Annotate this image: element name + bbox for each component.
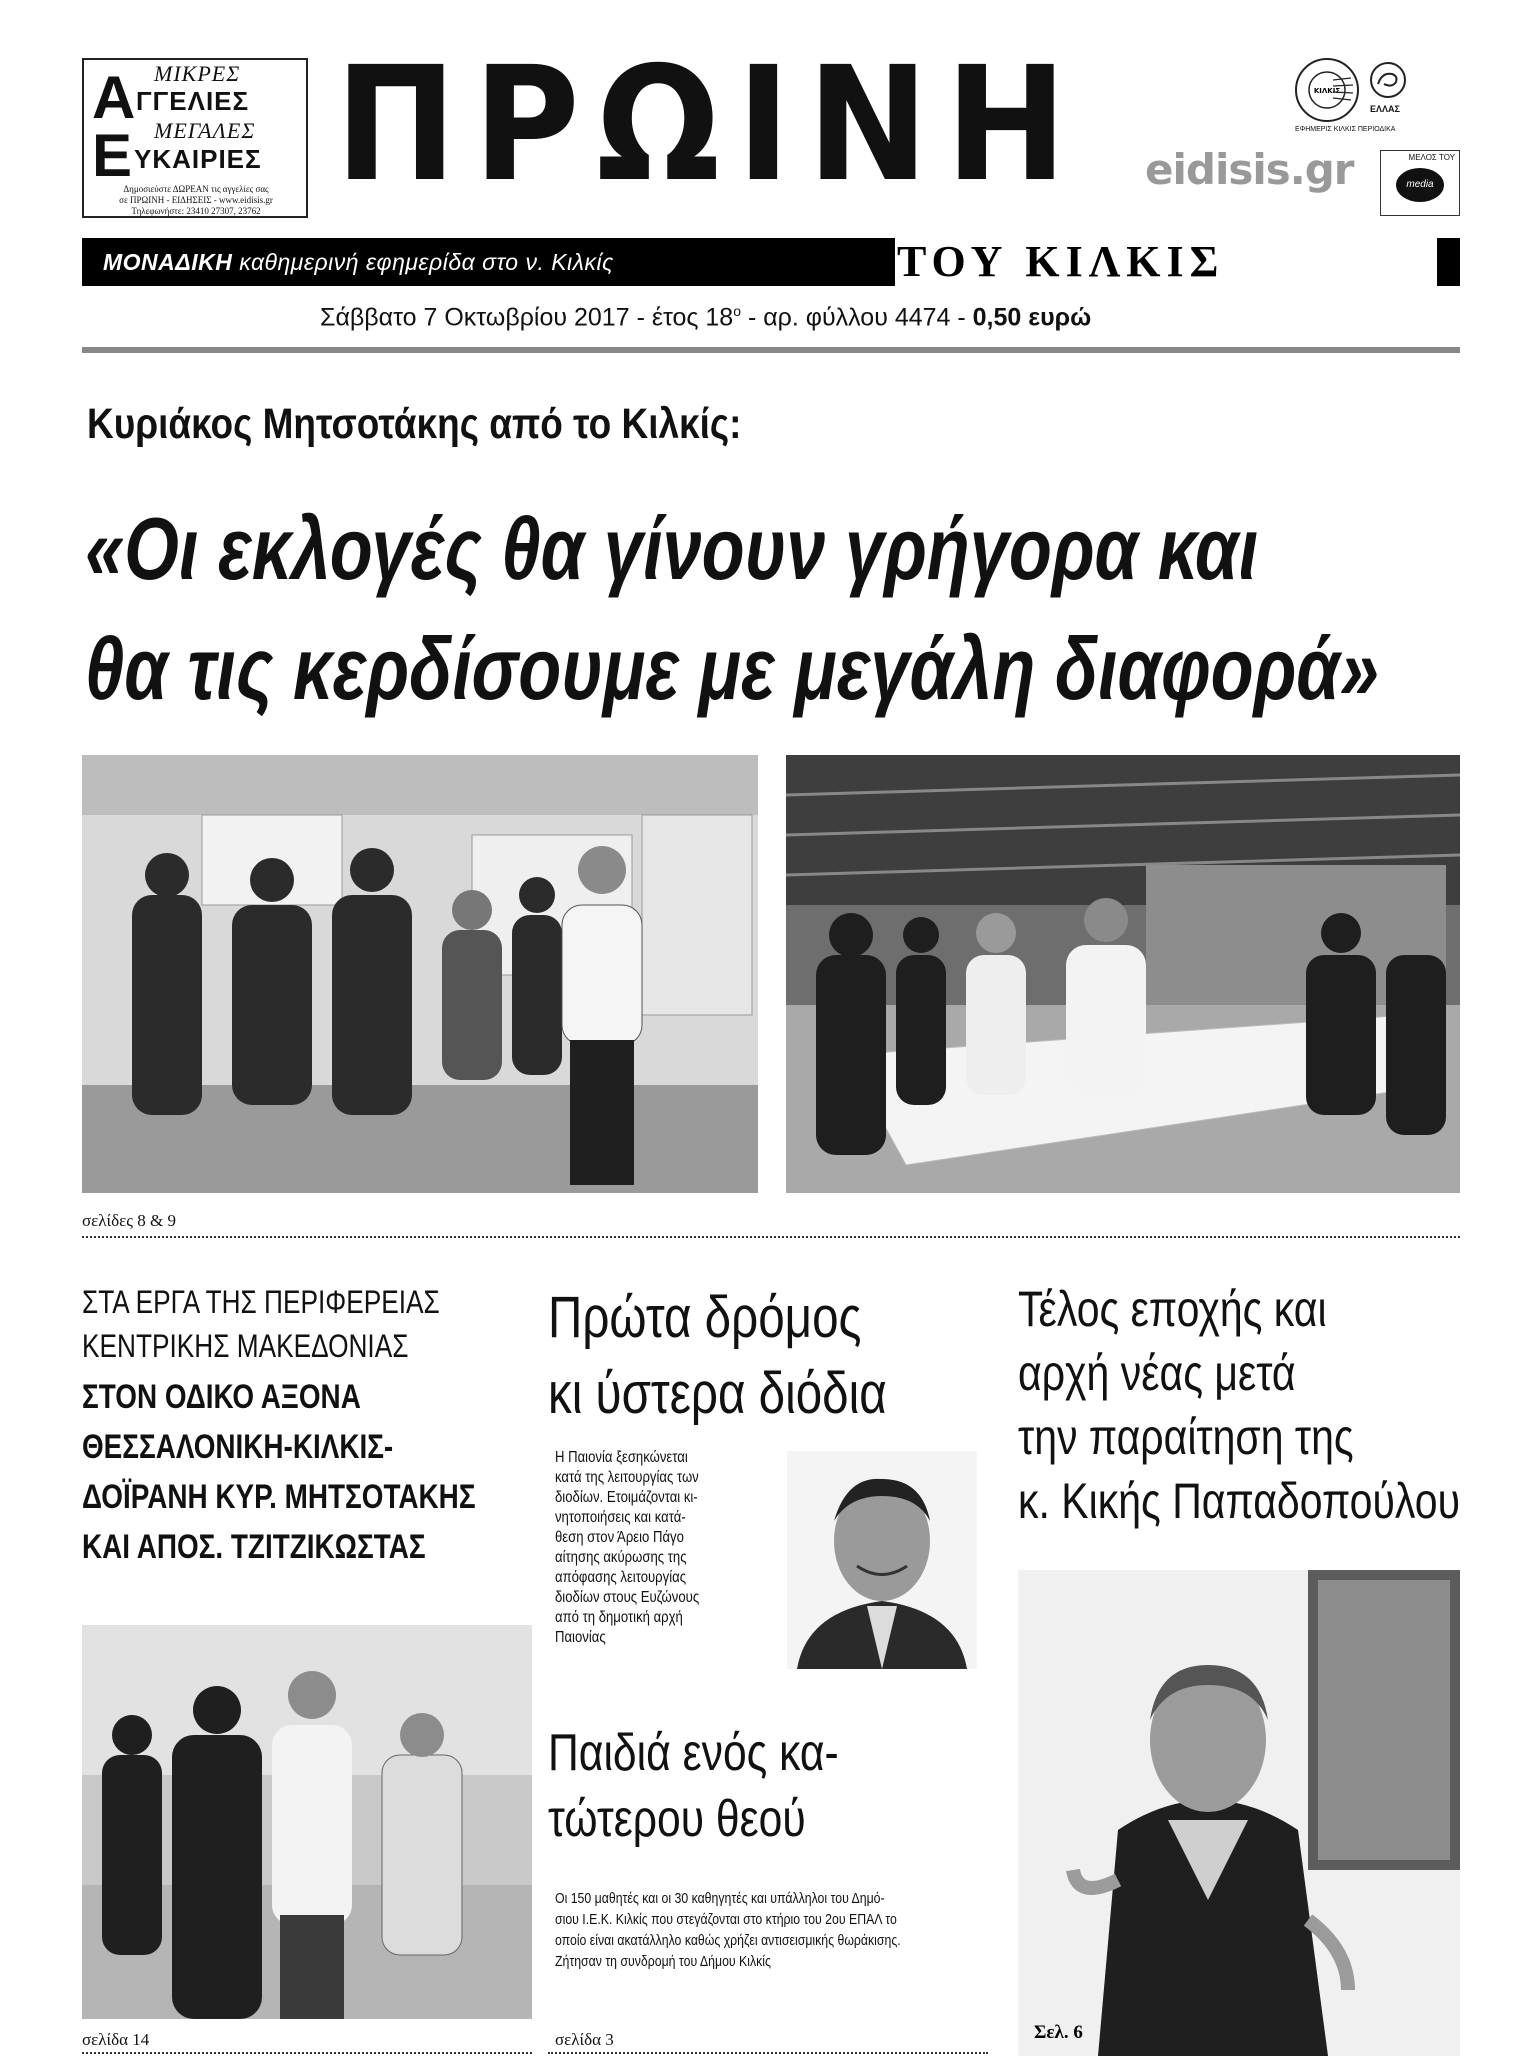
masthead-title: ΠΡΩΙΝΗ <box>335 33 1084 217</box>
col1-bold4: ΚΑΙ ΑΠΟΣ. ΤΖΙΤΖΙΚΩΣΤΑΣ <box>82 1528 426 1566</box>
tagline-bold: ΜΟΝΑΔΙΚΗ <box>103 249 233 275</box>
ads-cap-a: Α <box>92 64 136 131</box>
col1-bold1: ΣΤΟΝ ΟΔΙΚΟ ΑΞΟΝΑ <box>82 1378 361 1416</box>
ads-fine-2: σε ΠΡΩΙΝΗ - ΕΙΔΗΣΕΙΣ - www.eidisis.gr <box>119 195 273 205</box>
col2-headline2-line1: Παιδιά ενός κα- <box>548 1724 839 1782</box>
col2-rule <box>548 2052 988 2054</box>
photo-road-visit <box>82 1625 532 2019</box>
col2-body1-1: κατά της λειτουργίας των <box>555 1469 699 1486</box>
col2-page: σελίδα 3 <box>555 2030 614 2049</box>
photo-portrait-woman <box>1018 1570 1460 2056</box>
col2-body1-2: διοδίων. Ετοιμάζονται κι- <box>555 1489 698 1506</box>
col2-body2-0: Οι 150 μαθητές και οι 30 καθηγητές και υπάλληλοι του Δημό- <box>555 1890 885 1907</box>
newspaper-seal-icon <box>1295 58 1359 122</box>
col2-body1-8: από τη δημοτική αρχή <box>555 1609 683 1626</box>
member-badge <box>1380 150 1460 216</box>
ads-small-1: ΜΙΚΡΕΣ <box>154 61 241 86</box>
masthead-subtitle: ΤΟΥ ΚΙΛΚΙΣ <box>895 238 1437 286</box>
col2-headline1-line2: κι ύστερα διόδια <box>548 1361 887 1426</box>
seal-label: ΕΦΗΜΕΡΙΣ ΚΙΛΚΙΣ ΠΕΡΙΟΔΙΚΑ <box>1295 126 1396 133</box>
col1-rule <box>82 2052 532 2054</box>
photo-museum-visit <box>82 755 758 1193</box>
header-rule <box>82 347 1460 353</box>
section-divider <box>82 1236 1460 1238</box>
col3-line4: κ. Κικής Παπαδοπούλου <box>1018 1473 1460 1529</box>
ads-small-2: ΜΕΓΑΛΕΣ <box>154 118 256 143</box>
lead-headline-line1: «Οι εκλογές θα γίνουν γρήγορα και <box>85 499 1259 598</box>
dateline-sup: ο <box>733 303 742 319</box>
dateline <box>320 303 1091 332</box>
col2-headline1-line1: Πρώτα δρόμος <box>548 1285 862 1350</box>
col2-body1-3: νητοποιήσεις και κατά- <box>555 1509 686 1526</box>
col1-line1: ΣΤΑ ΕΡΓΑ ΤΗΣ ΠΕΡΙΦΕΡΕΙΑΣ <box>82 1284 440 1320</box>
col1-page: σελίδα 14 <box>82 2030 150 2049</box>
price: 0,50 ευρώ <box>972 303 1092 332</box>
ads-fine-1: Δημοσιεύστε ΔΩΡΕΑΝ τις αγγελίες σας <box>123 184 269 194</box>
ads-word-1: ΓΓΕΛΙΕΣ <box>136 86 250 116</box>
col2-body1-9: Παιονίας <box>555 1629 606 1646</box>
col2-body1-0: Η Παιονία ξεσηκώνεται <box>555 1449 688 1466</box>
svg-text:ΚΙΛΚΙΣ: ΚΙΛΚΙΣ <box>1313 87 1341 95</box>
col1-bold2: ΘΕΣΣΑΛΟΝΙΚΗ-ΚΙΛΚΙΣ- <box>82 1428 394 1466</box>
col2-headline2-line2: τώτερου θεού <box>548 1790 806 1848</box>
ads-fine-3: Τηλεφωνήστε: 23410 27307, 23762 <box>131 206 261 216</box>
col2-body1-5: αίτησης ακύρωσης της <box>555 1549 687 1566</box>
member-label: ΜΕΛΟΣ ΤΟΥ <box>1408 153 1455 162</box>
col3-page: Σελ. 6 <box>1034 2022 1083 2043</box>
lead-pages: σελίδες 8 & 9 <box>82 1211 176 1230</box>
col1-bold3: ΔΟΪΡΑΝΗ ΚΥΡ. ΜΗΤΣΟΤΑΚΗΣ <box>82 1478 476 1516</box>
postal-horn-icon <box>1370 62 1406 98</box>
photo-factory-visit <box>786 755 1460 1193</box>
col2-body1-6: απόφασης λειτουργίας <box>555 1569 687 1586</box>
postal-label: ΕΛΛΑΣ <box>1370 104 1400 114</box>
col2-body2-2: οποίο είναι ακατάλληλο καθώς χρήζει αντισεισμικής θωράκισης. <box>555 1932 901 1949</box>
tagline-rest: καθημερινή εφημερίδα στο ν. Κιλκίς <box>232 249 614 275</box>
col2-body2-1: σιου Ι.Ε.Κ. Κιλκίς που στεγάζονται στο κτήριο του 2ου ΕΠΑΛ το <box>555 1911 897 1928</box>
col1-line2: ΚΕΝΤΡΙΚΗΣ ΜΑΚΕΔΟΝΙΑΣ <box>82 1328 409 1364</box>
col2-body1-7: διοδίων στους Ευζώνους <box>555 1589 700 1606</box>
photo-portrait-man <box>787 1451 977 1669</box>
ads-cap-e: Ε <box>92 122 133 189</box>
dateline-text: Σάββατο 7 Οκτωβρίου 2017 - έτος 18 <box>320 303 734 332</box>
tagline <box>103 249 614 276</box>
col2-body1-4: θεση στον Άρειο Πάγο <box>555 1529 684 1546</box>
dateline-rest: - αρ. φύλλου 4474 - <box>741 303 973 332</box>
lead-headline-line2: θα τις κερδίσουμε με μεγάλη διαφορά» <box>85 619 1380 718</box>
col3-line3: την παραίτηση της <box>1018 1409 1354 1465</box>
col3-line1: Τέλος εποχής και <box>1018 1281 1327 1337</box>
lead-kicker: Κυριάκος Μητσοτάκης από το Κιλκίς: <box>87 400 742 448</box>
site-watermark: eidisis.gr <box>1145 145 1354 194</box>
media-logo-icon: media <box>1396 168 1444 202</box>
col2-body2-3: Ζήτησαν τη συνδρομή του Δήμου Κιλκίς <box>555 1953 771 1970</box>
ads-word-2: ΥΚΑΙΡΙΕΣ <box>134 144 262 174</box>
classifieds-box <box>82 58 308 218</box>
col3-line2: αρχή νέας μετά <box>1018 1345 1296 1401</box>
